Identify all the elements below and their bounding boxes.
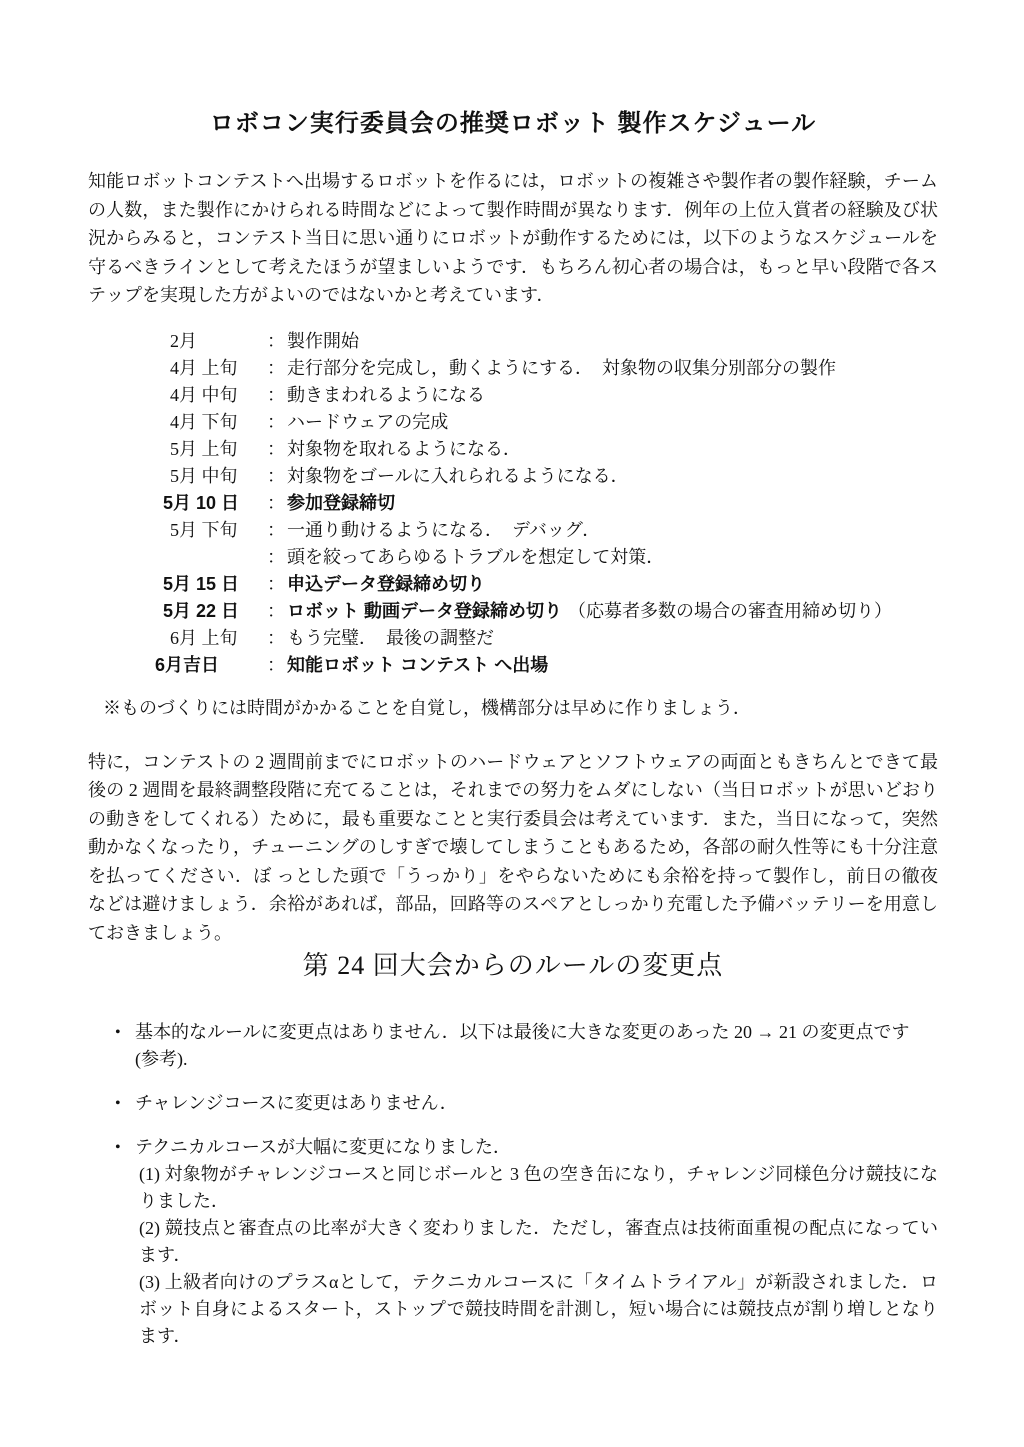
intro-paragraph: 知能ロボットコンテストへ出場するロボットを作るには，ロボットの複雑さや製作者の製作経験，チームの人数，また製作にかけられる時間などによって製作時間が異なります．例年の上位入賞者の経験及び状況からみると，コンテスト当日に思い通りにロボットが動作するためには，以下のようなスケジュールを守るべきラインとして考えたほうが望ましいようです．もちろん初心者の場合は，もっと早い段階で各ステップを実現した方がよいのではないかと考えています． <box>88 171 938 305</box>
schedule-row <box>88 382 938 409</box>
schedule-colon: ： <box>267 600 285 621</box>
schedule-date: 6月吉日 <box>155 654 220 675</box>
schedule-row <box>88 409 938 436</box>
sub-item: (1) 対象物がチャレンジコースと同じボールと 3 色の空き缶になり，チャレンジ同様色分け競技になりました． <box>139 1164 939 1211</box>
schedule-date: 4月 上旬 <box>170 357 238 378</box>
schedule-text: 知能ロボット コンテスト へ出場 <box>287 654 549 675</box>
schedule-date: 6月 上旬 <box>170 627 238 648</box>
schedule-text: 動きまわれるようになる <box>287 384 485 405</box>
bullet-item <box>115 1134 938 1350</box>
bullet-text: 基本的なルールに変更点はありません．以下は最後に大きな変更のあった 20 → 21 の変更点です (参考). <box>135 1022 910 1069</box>
sub-item-list <box>139 1161 938 1350</box>
schedule-row-deadline <box>88 490 938 517</box>
section-heading: 第 24 回大会からのルールの変更点 <box>302 951 724 980</box>
bullet-icon: • <box>115 1095 121 1112</box>
schedule-row-continuation <box>88 544 938 571</box>
schedule-text: 参加登録締切 <box>287 492 395 513</box>
schedule-text: 頭を絞ってあらゆるトラブルを想定して対策． <box>287 546 665 567</box>
schedule-date: 5月 上旬 <box>170 438 238 459</box>
schedule-row <box>88 328 938 355</box>
schedule-list <box>88 328 938 679</box>
schedule-date: 4月 中旬 <box>170 384 238 405</box>
schedule-colon: ： <box>267 438 285 459</box>
schedule-colon: ： <box>267 519 285 540</box>
schedule-date: 5月 下旬 <box>170 519 238 540</box>
schedule-colon: ： <box>267 330 285 351</box>
schedule-colon: ： <box>267 411 285 432</box>
schedule-date: 5月 中旬 <box>170 465 238 486</box>
schedule-row <box>88 463 938 490</box>
schedule-date <box>170 544 267 571</box>
schedule-date: 5月 15 日 <box>163 573 240 594</box>
bullet-text: テクニカルコースが大幅に変更になりました． <box>135 1137 512 1157</box>
schedule-text: 製作開始 <box>287 330 359 351</box>
schedule-text: ハードウェアの完成 <box>287 411 449 432</box>
schedule-colon: ： <box>267 465 285 486</box>
schedule-row <box>88 625 938 652</box>
schedule-text-bold: ロボット 動画データ登録締め切り <box>287 600 562 621</box>
schedule-date: 5月 10 日 <box>163 492 240 513</box>
bullet-body <box>135 1090 938 1117</box>
schedule-text: もう完璧． 最後の調整だ <box>287 627 494 648</box>
schedule-text: 走行部分を完成し，動くようにする． 対象物の収集分別部分の製作 <box>287 357 836 378</box>
schedule-text-suffix: （応募者多数の場合の審査用締め切り） <box>568 600 892 621</box>
sub-item: (2) 競技点と審査点の比率が大きく変わりました．ただし，審査点は技術面重視の配点になっています． <box>139 1218 938 1265</box>
schedule-text: 対象物をゴールに入れられるようになる． <box>287 465 629 486</box>
bullet-item <box>115 1090 938 1117</box>
schedule-colon: ： <box>267 384 285 405</box>
bullet-body <box>135 1134 938 1350</box>
schedule-date: 5月 22 日 <box>163 600 240 621</box>
body-paragraph: 特に，コンテストの 2 週間前までにロボットのハードウェアとソフトウェアの両面ともきちんとできて最後の 2 週間を最終調整段階に充てることは，それまでの努力をムダにしない（当日ロボットが思いどおりの動きをしてくれる）ために，最も重要なことと実行委員会は考えています．また，当日になって，突然動かなくなったり，チューニングのしすぎで壊してしまうこともあるため，各部の耐久性等にも十分注意を払ってください．ぼ っとした頭で「うっかり」をやらないためにも余裕を持って製作し，前日の徹夜などは避けましょう．余裕があれば，部品，回路等のスペアとしっかり充電した予備バッテリーを用意しておきましょう。 <box>88 751 938 943</box>
schedule-text: 一通り動けるようになる． デバッグ． <box>287 519 601 540</box>
sub-item: (3) 上級者向けのプラスαとして，テクニカルコースに「タイムトライアル」が新設されました．ロボット自身によるスタート，ストップで競技時間を計測し，短い場合には競技点が割り増しとなります． <box>139 1272 938 1346</box>
schedule-date: 2月 <box>170 330 197 351</box>
schedule-colon: ： <box>267 546 285 567</box>
schedule-row <box>88 355 938 382</box>
schedule-colon: ： <box>267 492 285 513</box>
schedule-date: 4月 下旬 <box>170 411 238 432</box>
schedule-row-deadline <box>88 571 938 598</box>
bullet-text: チャレンジコースに変更はありません． <box>135 1093 458 1113</box>
page-title: ロボコン実行委員会の推奨ロボット 製作スケジュール <box>209 110 817 137</box>
bullet-body <box>135 1019 938 1073</box>
bullet-icon: • <box>115 1139 121 1156</box>
note-text: ※ものづくりには時間がかかることを自覚し，機構部分は早めに作りましょう． <box>103 697 751 718</box>
schedule-text: 申込データ登録締め切り <box>287 573 485 594</box>
schedule-colon: ： <box>267 654 285 675</box>
schedule-row <box>88 436 938 463</box>
schedule-colon: ： <box>267 573 285 594</box>
bullet-item <box>115 1019 938 1073</box>
bullet-icon: • <box>115 1024 121 1041</box>
schedule-row-deadline <box>88 652 938 679</box>
schedule-text: 対象物を取れるようになる． <box>287 438 521 459</box>
schedule-row <box>88 517 938 544</box>
rule-change-list <box>88 1019 938 1350</box>
schedule-colon: ： <box>267 627 285 648</box>
schedule-colon: ： <box>267 357 285 378</box>
schedule-row-deadline <box>88 598 938 625</box>
schedule-text <box>287 598 938 625</box>
